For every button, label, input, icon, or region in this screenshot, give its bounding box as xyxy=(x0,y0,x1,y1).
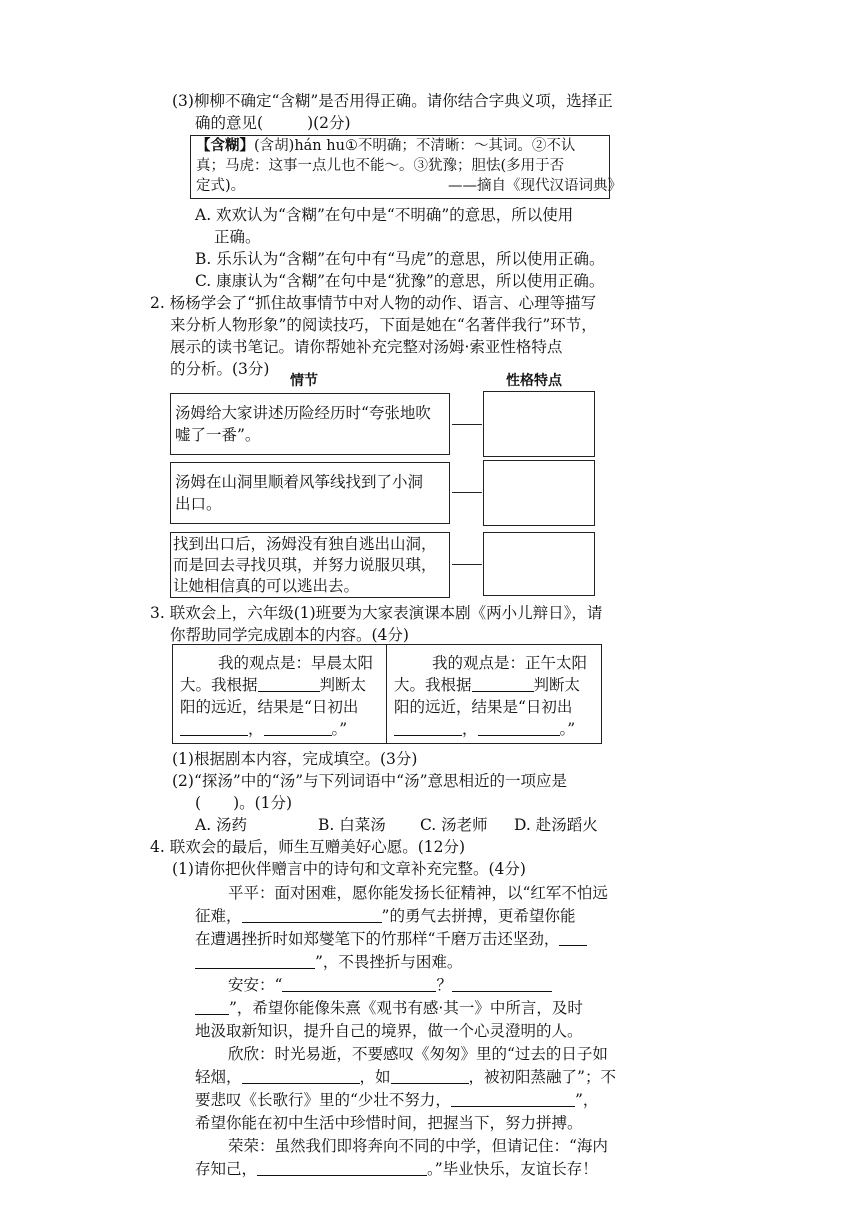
header-trait: 性格特点 xyxy=(506,373,562,389)
q2-stem-line3: 展示的读书笔记。请你帮她补充完整对汤姆·索亚性格特点 xyxy=(170,338,563,356)
q4-stem: 4. 联欢会的最后，师生互赠美好心愿。(12分) xyxy=(150,838,466,856)
pingping-blank-2b[interactable] xyxy=(195,952,315,969)
right-quote-blank-2[interactable] xyxy=(478,719,560,736)
anan-blank-2a[interactable] xyxy=(452,975,552,992)
pingping-blank-1[interactable] xyxy=(242,906,382,923)
right-view-line1: 我的观点是：正午太阳 xyxy=(432,654,588,672)
plot-1-line1: 汤姆给大家讲述历险经历时“夸张地吹 xyxy=(175,404,431,422)
pingping-line3: 在遭遇挫折时如郑燮笔下的竹那样“千磨万击还坚劲， xyxy=(195,928,587,950)
header-plot: 情节 xyxy=(290,373,318,389)
right-view-line3: 阳的远近，结果是“日初出 xyxy=(394,698,573,716)
q3-option-b: B. 白菜汤 xyxy=(318,816,386,834)
left-view-line2: 大。我根据 判断太 xyxy=(180,676,367,694)
left-quote-blank-2[interactable] xyxy=(264,719,332,736)
rongrong-line1: 荣荣：虽然我们即将奔向不同的中学，但请记住：“海内 xyxy=(228,1137,608,1155)
script-table-divider xyxy=(386,644,387,744)
q3-sub2: (2)“探汤”中的“汤”与下列词语中“汤”意思相近的一项应是 xyxy=(172,772,568,790)
xinxin-line2: 轻烟， ，如 ，被初阳蒸融了”；不 xyxy=(195,1068,616,1086)
q3-option-a: A. 汤药 xyxy=(195,816,248,834)
trait-answer-box-1[interactable] xyxy=(483,391,595,457)
q2-stem-line2: 来分析人物形象”的阅读技巧，下面是她在“名著伴我行”环节， xyxy=(170,316,597,334)
connector-2 xyxy=(452,492,482,493)
dict-line1: 【含糊】(含胡)hán hu①不明确；不清晰：～其词。②不认 xyxy=(196,138,576,154)
q3-stem-line1: 3. 联欢会上，六年级(1)班要为大家表演课本剧《两小儿辩日》，请 xyxy=(150,604,603,622)
q2-stem-line1: 2. 杨杨学会了“抓住故事情节中对人物的动作、语言、心理等描写 xyxy=(150,294,597,312)
xinxin-blank-3[interactable] xyxy=(451,1090,575,1107)
dict-line3: 定式)。 xyxy=(196,178,246,194)
plot-3-line3: 让她相信真的可以逃出去。 xyxy=(173,577,360,595)
q1-3-option-a-line2: 正确。 xyxy=(214,228,261,246)
xinxin-line1: 欣欣：时光易逝，不要感叹《匆匆》里的“过去的日子如 xyxy=(228,1045,608,1063)
left-quote-blank-1[interactable] xyxy=(180,719,248,736)
pingping-line1: 平平：面对困难，愿你能发扬长征精神，以“红军不怕远 xyxy=(228,884,608,902)
xinxin-line3: 要悲叹《长歌行》里的“少壮不努力， ”， xyxy=(195,1091,599,1109)
anan-line2: ”，希望你能像朱熹《观书有感·其一》中所言，及时 xyxy=(195,997,583,1019)
left-view-line4: ， 。” xyxy=(180,718,347,740)
anan-line1: 安安：“ ？ xyxy=(228,974,552,996)
plot-2-line1: 汤姆在山洞里顺着风筝线找到了小洞 xyxy=(175,473,424,491)
pingping-line2: 征难， ”的勇气去拼搏，更希望你能 xyxy=(195,907,576,925)
dict-line2: 真；马虎：这事一点儿也不能～。③犹豫；胆怯(多用于否 xyxy=(196,158,565,174)
right-view-line2: 大。我根据 判断太 xyxy=(394,676,581,694)
anan-blank-1[interactable] xyxy=(282,975,436,992)
dict-source: ——摘自《现代汉语词典》 xyxy=(448,178,622,194)
anan-blank-2b[interactable] xyxy=(195,998,229,1015)
right-view-line4: ， 。” xyxy=(394,718,575,740)
anan-line3: 地汲取新知识，提升自己的境界，做一个心灵澄明的人。 xyxy=(195,1022,583,1040)
left-basis-blank[interactable] xyxy=(258,675,320,692)
pingping-blank-2a[interactable] xyxy=(559,929,587,946)
connector-1 xyxy=(452,424,482,425)
connector-3 xyxy=(452,564,482,565)
plot-1-line2: 嘘了一番”。 xyxy=(175,426,261,444)
q3-option-c: C. 汤老师 xyxy=(420,816,488,834)
xinxin-blank-2[interactable] xyxy=(391,1067,469,1084)
q4-sub1: (1)请你把伙伴赠言中的诗句和文章补充完整。(4分) xyxy=(172,860,526,878)
rongrong-line2: 存知己， 。”毕业快乐，友谊长存！ xyxy=(195,1160,598,1178)
xinxin-blank-1[interactable] xyxy=(242,1067,360,1084)
q1-3-option-a-line1: A. 欢欢认为“含糊”在句中是“不明确”的意思，所以使用 xyxy=(195,206,574,224)
q3-option-d: D. 赴汤蹈火 xyxy=(514,816,598,834)
left-view-line3: 阳的远近，结果是“日初出 xyxy=(180,698,359,716)
pingping-line4: ”，不畏挫折与困难。 xyxy=(195,951,462,973)
q3-sub2-line2: ( )。(1分) xyxy=(195,794,293,812)
trait-answer-box-2[interactable] xyxy=(483,460,595,526)
left-view-line1: 我的观点是：早晨太阳 xyxy=(218,654,374,672)
xinxin-line4: 希望你能在初中生活中珍惜时间，把握当下，努力拼搏。 xyxy=(195,1114,583,1132)
plot-3-line1: 找到出口后，汤姆没有独自逃出山洞， xyxy=(173,535,437,553)
q1-3-option-b: B. 乐乐认为“含糊”在句中有“马虎”的意思，所以使用正确。 xyxy=(195,250,605,268)
plot-2-line2: 出口。 xyxy=(175,495,222,513)
q1-3-stem-line1: (3)柳柳不确定“含糊”是否用得正确。请你结合字典义项，选择正 xyxy=(172,92,613,110)
trait-answer-box-3[interactable] xyxy=(483,532,595,596)
right-basis-blank[interactable] xyxy=(472,675,534,692)
plot-3-line2: 而是回去寻找贝琪，并努力说服贝琪， xyxy=(173,556,437,574)
q2-stem-line4: 的分析。(3分) xyxy=(170,360,270,378)
right-quote-blank-1[interactable] xyxy=(394,719,462,736)
q1-3-stem-line2: 确的意见( )(2分) xyxy=(195,114,351,132)
q3-stem-line2: 你帮助同学完成剧本的内容。(4分) xyxy=(170,626,409,644)
q3-sub1: (1)根据剧本内容，完成填空。(3分) xyxy=(172,750,418,768)
rongrong-blank[interactable] xyxy=(257,1159,427,1176)
q1-3-option-c: C. 康康认为“含糊”在句中是“犹豫”的意思，所以使用正确。 xyxy=(195,272,605,290)
